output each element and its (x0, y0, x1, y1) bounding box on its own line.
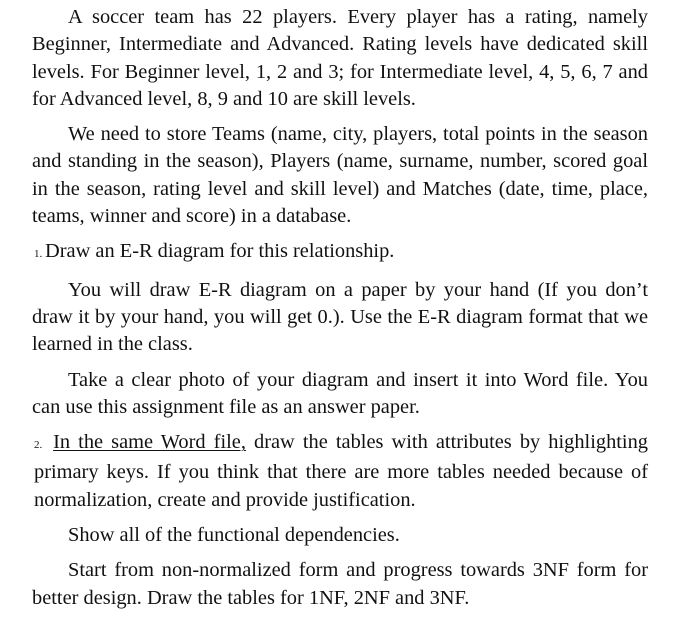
requirements-paragraph: We need to store Teams (name, city, players, total points in the season and standing in the season), Players (name, surname, number, scored goal in the season, rating level and skill level) and Matches (date, time, place, teams, winner and score) in a database. (32, 123, 648, 228)
dependencies-paragraph: Show all of the functional dependencies. (68, 524, 400, 547)
task-2-text: draw the tables with attributes by highlighting primary keys. If you think that there are more tables needed because of normalization, create and provide justification. (34, 431, 648, 511)
task-2-number: 2. (34, 439, 43, 452)
task-1-item (34, 238, 648, 268)
assignment-document (32, 4, 648, 612)
normalization-paragraph: Start from non-normalized form and progress towards 3NF form for better design. Draw the tables for 1NF, 2NF and 3NF. (32, 559, 648, 609)
task-1-photo-paragraph: Take a clear photo of your diagram and insert it into Word file. You can use this assignment file as an answer paper. (32, 368, 648, 418)
task-1-text: Draw an E-R diagram for this relationship. (45, 240, 395, 263)
task-2-item (34, 429, 648, 514)
intro-paragraph: A soccer team has 22 players. Every player has a rating, namely Beginner, Intermediate and Advanced. Rating levels have dedicated skill levels. For Beginner level, 1, 2 and 3; for Intermediate level, 4, 5, 6, 7 and for Advanced level, 8, 9 and 10 are skill levels. (32, 6, 648, 110)
task-2-underlined-text: In the same Word file, (53, 431, 246, 454)
task-1-number: 1. (34, 248, 43, 261)
task-1-note-paragraph: You will draw E-R diagram on a paper by your hand (If you don’t draw it by your hand, you will get 0.). Use the E-R diagram format that we learned in the class. (32, 278, 648, 356)
